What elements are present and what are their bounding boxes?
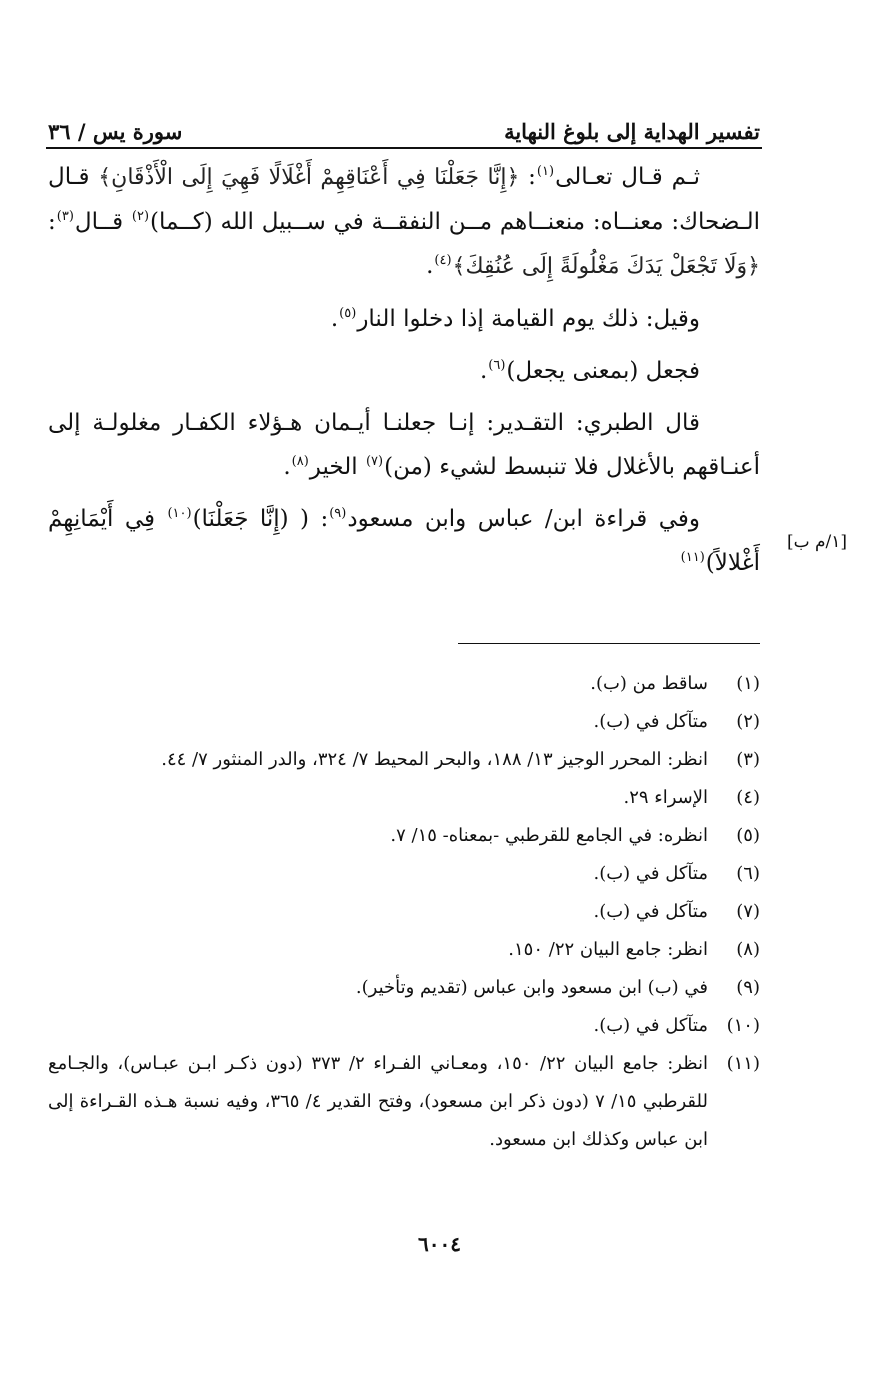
footnote-ref-9: (٩) <box>329 506 347 522</box>
book-title: تفسير الهداية إلى بلوغ النهاية <box>504 119 760 144</box>
para5-text2: : ( (إِنَّا جَعَلْنَا) <box>192 506 329 532</box>
para1-mid3: : <box>48 209 56 235</box>
footnote-item <box>48 665 760 703</box>
footnote-ref-10: (١٠) <box>167 506 192 522</box>
footnote-number: (٣) <box>736 749 760 770</box>
footnote-item <box>48 779 760 817</box>
footnote-number: (٩) <box>736 977 760 998</box>
footnote-text: انظره: في الجامع للقرطبي -بمعناه- ١٥/ ٧. <box>390 825 708 846</box>
para4-text: قال الطبري: التقـدير: إنـا جعلنـا أيـمان هـؤلاء الكفـار مغلولـة إلى أعنـاقهم بالأغلال فلا تنبسط لشيء (من) <box>48 410 760 480</box>
page-number: ٦٠٠٤ <box>418 1232 461 1256</box>
footnote-number: (١١) <box>726 1053 760 1074</box>
footnote-item <box>48 817 760 855</box>
para2-end: . <box>330 306 339 332</box>
footnote-item <box>48 855 760 893</box>
surah-label: سورة يس / ٣٦ <box>48 119 183 144</box>
para2-text: وقيل: ذلك يوم القيامة إذا دخلوا النار <box>357 306 700 332</box>
footnote-item <box>48 1007 760 1045</box>
para1-colon: : <box>519 164 536 190</box>
footnote-text: الإسراء ٢٩. <box>623 787 708 808</box>
footnote-number: (٤) <box>736 787 760 808</box>
footnote-ref-3: (٣) <box>56 209 74 225</box>
para4-end: . <box>283 454 291 480</box>
para1-mid2: قــال <box>74 209 131 235</box>
paragraph-4 <box>48 401 760 489</box>
paragraph-1 <box>48 155 760 289</box>
footnote-number: (٥) <box>736 825 760 846</box>
paragraph-2 <box>48 297 760 341</box>
manuscript-margin-note: [١/م ب] <box>786 532 848 552</box>
footnote-number: (٧) <box>736 901 760 922</box>
para3-end: . <box>479 358 488 384</box>
quran-verse-2: ﴿وَلَا تَجْعَلْ يَدَكَ مَغْلُولَةً إِلَى عُنُقِكَ﴾ <box>452 254 760 279</box>
footnote-item <box>48 969 760 1007</box>
para5-text: وفي قراءة ابن/ عباس وابن مسعود <box>347 506 700 532</box>
running-header <box>48 104 760 144</box>
footnote-number: (١٠) <box>726 1015 760 1036</box>
para1-end: . <box>426 253 434 279</box>
footnote-number: (٨) <box>736 939 760 960</box>
para3-text: فجعل (بمعنى يجعل) <box>506 358 700 384</box>
quran-verse-1: ﴿إِنَّا جَعَلْنَا فِي أَعْنَاقِهِمْ أَغْلَالًا فَهِيَ إِلَى الْأَذْقَانِ﴾ <box>98 165 520 190</box>
footnote-ref-11: (١١) <box>680 550 705 566</box>
footnote-item <box>48 931 760 969</box>
footnote-text: متآكل في (ب). <box>593 901 708 922</box>
footnote-item <box>48 1045 760 1159</box>
footnote-text: انظر: المحرر الوجيز ١٣/ ١٨٨، والبحر المحيط ٧/ ٣٢٤، والدر المنثور ٧/ ٤٤. <box>161 749 708 770</box>
footnote-number: (٢) <box>736 711 760 732</box>
footnote-text: متآكل في (ب). <box>593 711 708 732</box>
header-rule <box>46 147 762 149</box>
footnote-text: انظر: جامع البيان ٢٢/ ١٥٠. <box>508 939 708 960</box>
para5-text3: فِي أَيْمَانِهِمْ أَغْلالاً) <box>48 506 760 576</box>
footnote-ref-4: (٤) <box>434 253 452 269</box>
footnote-separator <box>458 643 760 644</box>
footnote-ref-7: (٧) <box>365 454 384 470</box>
paragraph-5 <box>48 497 760 585</box>
footnote-text: متآكل في (ب). <box>593 1015 708 1036</box>
footnotes <box>48 665 760 1159</box>
footnote-ref-2: (٢) <box>131 209 150 225</box>
footnote-ref-6: (٦) <box>488 358 506 374</box>
footnote-number: (٦) <box>736 863 760 884</box>
footnote-ref-8: (٨) <box>291 454 309 470</box>
footnote-text: انظر: جامع البيان ٢٢/ ١٥٠، ومعـاني الفـراء ٢/ ٣٧٣ (دون ذكـر ابـن عبـاس)، والجـامع للقرطبي ١٥/ ٧ (دون ذكر ابن مسعود)، وفتح القدير ٤/ ٣٦٥، وفيه نسبة هـذه القـراءة إلى ابن عباس وكذلك ابن مسعود. <box>48 1053 708 1150</box>
main-text <box>48 155 760 593</box>
footnote-item <box>48 741 760 779</box>
footnote-ref-5: (٥) <box>339 306 357 322</box>
para4-text2: الخير <box>309 454 365 480</box>
footnote-item <box>48 893 760 931</box>
footnote-text: متآكل في (ب). <box>593 863 708 884</box>
para1-mid: قـال الـضحاك: معنــاه: منعنــاهم مــن النفقــة في ســبيل الله (كــما) <box>48 164 760 235</box>
footnote-ref-1: (١) <box>536 164 555 180</box>
footnote-text: ساقط من (ب). <box>590 673 708 694</box>
paragraph-3 <box>48 349 760 393</box>
footnote-text: في (ب) ابن مسعود وابن عباس (تقديم وتأخير). <box>355 977 708 998</box>
footnote-item <box>48 703 760 741</box>
para1-lead: ثـم قـال تعـالى <box>555 164 701 190</box>
footnote-number: (١) <box>736 673 760 694</box>
